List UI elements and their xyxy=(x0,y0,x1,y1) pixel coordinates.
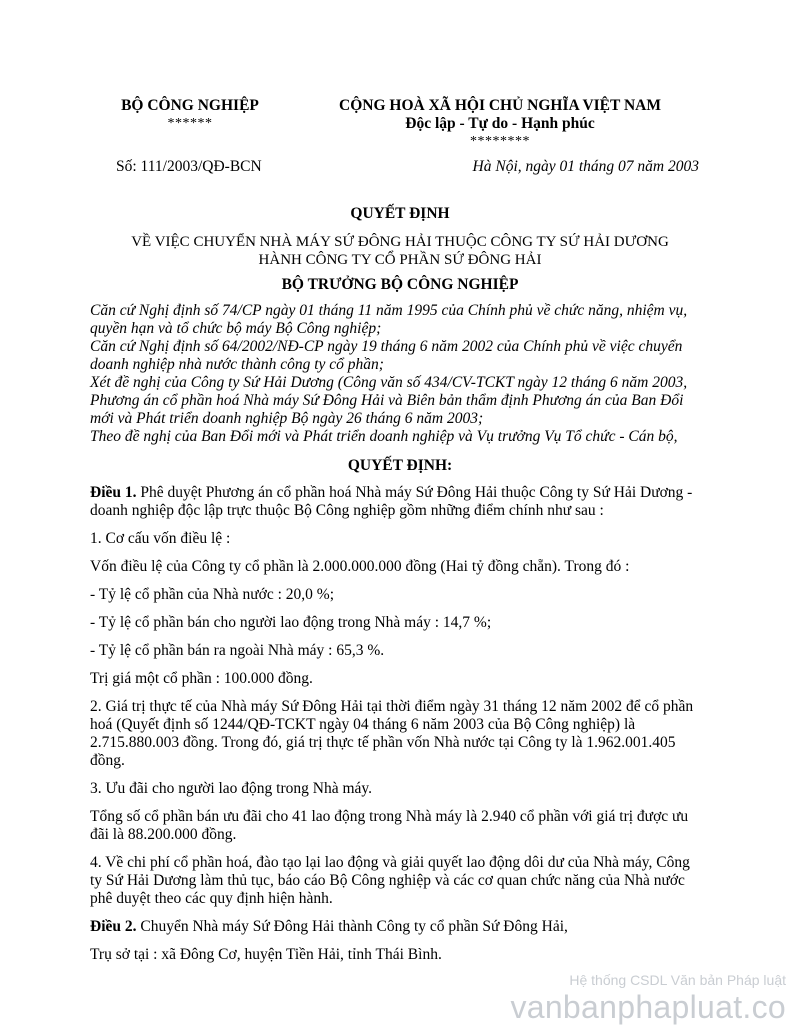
issuer-block xyxy=(98,97,282,133)
head-office-address: Trụ sở tại : xã Đông Cơ, huyện Tiền Hải, tỉnh Thái Bình. xyxy=(90,946,442,963)
article-2-label: Điều 2. xyxy=(90,918,137,935)
decision-heading: QUYẾT ĐỊNH: xyxy=(347,457,453,474)
national-title-block xyxy=(318,97,682,151)
share-value: Trị giá một cổ phần : 100.000 đồng. xyxy=(90,670,313,687)
issuing-authority: BỘ TRƯỞNG BỘ CÔNG NGHIỆP xyxy=(281,276,519,293)
preamble-line: Căn cứ Nghị định số 64/2002/NĐ-CP ngày 19 tháng 6 năm 2002 của Chính phủ về việc chuyển xyxy=(90,338,683,355)
preamble-line: Phương án cổ phần hoá Nhà máy Sứ Đông Hải và Biên bản thẩm định Phương án của Ban Đổi xyxy=(90,392,684,409)
national-motto: Độc lập - Tự do - Hạnh phúc xyxy=(405,115,595,132)
valuation-paragraph xyxy=(90,698,710,770)
costs-line: ty Sứ Hải Dương làm thủ tục, báo cáo Bộ Công nghiệp và các cơ quan chức năng của Nhà nước xyxy=(90,872,685,889)
subject-line: HÀNH CÔNG TY CỔ PHẦN SỨ ĐÔNG HẢI xyxy=(258,252,542,268)
preamble-line: mới và Phát triển doanh nghiệp Bộ ngày 26 tháng 6 năm 2003; xyxy=(90,410,484,427)
capital-heading: 1. Cơ cấu vốn điều lệ : xyxy=(90,530,231,547)
valuation-line: 2. Giá trị thực tế của Nhà máy Sứ Đông Hải tại thời điểm ngày 31 tháng 12 năm 2002 để cổ phần xyxy=(90,698,694,715)
country-name: CỘNG HOÀ XÃ HỘI CHỦ NGHĨA VIỆT NAM xyxy=(339,97,661,114)
employee-share: - Tỷ lệ cổ phần bán cho người lao động trong Nhà máy : 14,7 %; xyxy=(90,614,492,631)
valuation-line: đồng. xyxy=(90,752,125,769)
watermark-caption: Hệ thống CSDL Văn bản Pháp luật xyxy=(569,972,786,988)
watermark xyxy=(510,971,786,1025)
preamble-line: Theo đề nghị của Ban Đổi mới và Phát triển doanh nghiệp và Vụ trưởng Vụ Tổ chức - Cán bộ, xyxy=(90,428,678,445)
document-number: Số: 111/2003/QĐ-BCN xyxy=(116,158,262,175)
article-2-text: Chuyển Nhà máy Sứ Đông Hải thành Công ty cổ phần Sứ Đông Hải, xyxy=(136,918,568,935)
preamble xyxy=(90,302,710,446)
state-share: - Tỷ lệ cổ phần của Nhà nước : 20,0 %; xyxy=(90,586,335,603)
subject-line: VỀ VIỆC CHUYỂN NHÀ MÁY SỨ ĐÔNG HẢI THUỘC CÔNG TY SỨ HẢI DƯƠNG xyxy=(131,234,669,250)
preamble-line: quyền hạn và tổ chức bộ máy Bộ Công nghiệp; xyxy=(90,320,382,337)
valuation-line: 2.715.880.003 đồng. Trong đó, giá trị thực tế phần vốn Nhà nước tại Công ty là 1.962.001.405 xyxy=(90,734,676,751)
costs-paragraph xyxy=(90,854,710,908)
decision-body xyxy=(90,484,710,964)
watermark-domain: vanbanphapluat.co xyxy=(510,989,786,1025)
issue-date: Hà Nội, ngày 01 tháng 07 năm 2003 xyxy=(472,158,699,175)
article-1-label: Điều 1. xyxy=(90,484,137,501)
article-1-text: doanh nghiệp độc lập trực thuộc Bộ Công nghiệp gồm những điểm chính như sau : xyxy=(90,502,604,519)
incentive-heading: 3. Ưu đãi cho người lao động trong Nhà máy. xyxy=(90,780,373,797)
preamble-line: doanh nghiệp nhà nước thành công ty cổ phần; xyxy=(90,356,384,373)
costs-line: 4. Về chi phí cổ phần hoá, đào tạo lại lao động và giải quyết lao động dôi dư của Nhà máy, Công xyxy=(90,854,690,871)
incentive-line: đãi là 88.200.000 đồng. xyxy=(90,826,237,843)
outside-share: - Tỷ lệ cổ phần bán ra ngoài Nhà máy : 65,3 %. xyxy=(90,642,385,659)
costs-line: phê duyệt theo các quy định hiện hành. xyxy=(90,890,333,907)
ministry-stars: ****** xyxy=(167,116,213,131)
preamble-line: Căn cứ Nghị định số 74/CP ngày 01 tháng 11 năm 1995 của Chính phủ về chức năng, nhiệm vụ, xyxy=(90,302,688,319)
article-1-text: Phê duyệt Phương án cổ phần hoá Nhà máy Sứ Đông Hải thuộc Công ty Sứ Hải Dương - xyxy=(136,484,693,501)
valuation-line: hoá (Quyết định số 1244/QĐ-TCKT ngày 04 tháng 6 năm 2003 của Bộ Công nghiệp) là xyxy=(90,716,636,733)
article-1 xyxy=(90,484,710,502)
incentive-line: Tổng số cổ phần bán ưu đãi cho 41 lao động trong Nhà máy là 2.940 cổ phần với giá trị được ưu xyxy=(90,808,689,825)
motto-stars: ******** xyxy=(470,134,530,149)
ministry-name: BỘ CÔNG NGHIỆP xyxy=(121,97,259,114)
incentive-paragraph xyxy=(90,808,710,844)
decision-title: QUYẾT ĐỊNH xyxy=(350,205,450,222)
preamble-line: Xét đề nghị của Công ty Sứ Hải Dương (Công văn số 434/CV-TCKT ngày 12 tháng 6 năm 2003, xyxy=(90,374,688,391)
article-2 xyxy=(90,918,710,936)
decision-subject xyxy=(90,233,710,269)
capital-total: Vốn điều lệ của Công ty cổ phần là 2.000.000.000 đồng (Hai tỷ đồng chẵn). Trong đó : xyxy=(90,558,630,575)
